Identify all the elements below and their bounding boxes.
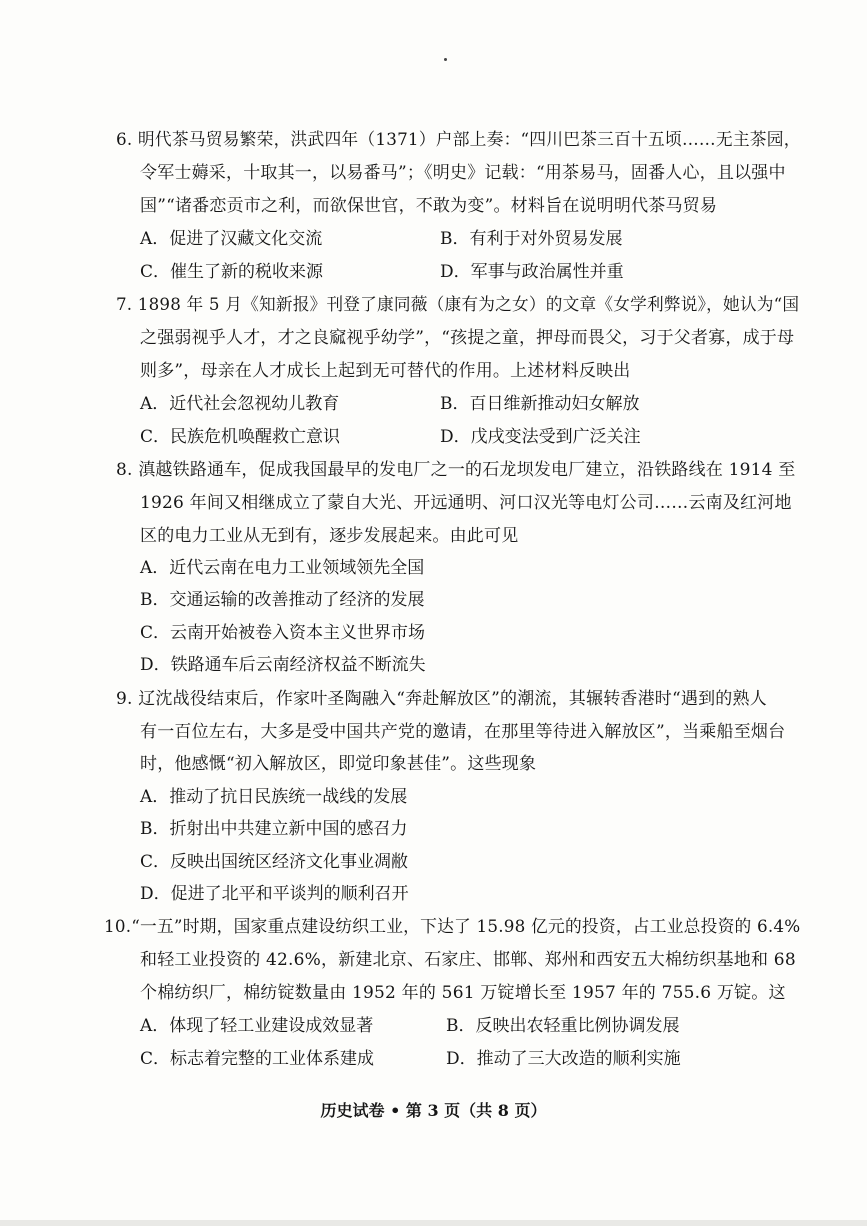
question-10-option-b: B．反映出农轻重比例协调发展 <box>446 1016 680 1036</box>
question-9-option-a: A．推动了抗日民族统一战线的发展 <box>140 787 408 807</box>
question-9-option-d: D．促进了北平和平谈判的顺利召开 <box>140 884 409 904</box>
question-7-line-1: 7. 1898 年 5 月《知新报》刊登了康同薇（康有为之女）的文章《女学利弊说》，她认为“国 <box>116 295 800 315</box>
question-10-option-c: C．标志着完整的工业体系建成 <box>140 1049 375 1069</box>
page-footer: 历史试卷 • 第 3 页（共 8 页） <box>320 1101 547 1120</box>
question-9-line-1: 9. 辽沈战役结束后，作家叶圣陶融入“奔赴解放区”的潮流，其辗转香港时“遇到的熟人 <box>116 689 767 709</box>
question-6-line-1: 6. 明代茶马贸易繁荣，洪武四年（1371）户部上奏：“四川巴茶三百十五顷……无主茶园， <box>116 130 801 150</box>
question-6-option-c: C．催生了新的税收来源 <box>140 262 324 282</box>
question-9-option-b: B．折射出中共建立新中国的感召力 <box>140 819 408 839</box>
question-7-option-b: B．百日维新推动妇女解放 <box>440 394 640 414</box>
question-10-option-a: A．体现了轻工业建设成效显著 <box>140 1016 374 1036</box>
question-9-option-c: C．反映出国统区经济文化事业凋敝 <box>140 852 409 872</box>
question-6-line-3: 国”“诸番恋贡市之利，而欲保世官，不敢为变”。材料旨在说明明代茶马贸易 <box>140 196 718 216</box>
question-7-line-3: 则多”，母亲在人才成长上起到无可替代的作用。上述材料反映出 <box>140 361 631 381</box>
question-6-option-b: B．有利于对外贸易发展 <box>440 229 623 249</box>
question-8-line-1: 8. 滇越铁路通车，促成我国最早的发电厂之一的石龙坝发电厂建立，沿铁路线在 1914 至 <box>116 460 796 480</box>
question-8-line-2: 1926 年间又相继成立了蒙自大光、开远通明、河口汉光等电灯公司……云南及红河地 <box>140 493 792 513</box>
question-6-line-2: 令军士薅采，十取其一，以易番马”；《明史》记载：“用茶易马，固番人心，且以强中 <box>140 163 786 183</box>
question-8-option-a: A．近代云南在电力工业领域领先全国 <box>140 558 425 578</box>
question-10-line-1: 10.“一五”时期，国家重点建设纺织工业，下达了 15.98 亿元的投资，占工业总投资的 6.4% <box>104 917 801 937</box>
question-10-option-d: D．推动了三大改造的顺利实施 <box>446 1049 681 1069</box>
question-7-option-d: D．戊戌变法受到广泛关注 <box>440 427 641 447</box>
question-9-line-3: 时，他感慨“初入解放区，即觉印象甚佳”。这些现象 <box>140 754 537 774</box>
question-10-line-3: 个棉纺织厂，棉纺锭数量由 1952 年的 561 万锭增长至 1957 年的 755.6 万锭。这 <box>140 983 786 1003</box>
question-8-line-3: 区的电力工业从无到有，逐步发展起来。由此可见 <box>140 526 519 546</box>
question-8-option-c: C．云南开始被卷入资本主义世界市场 <box>140 623 426 643</box>
question-6-option-d: D．军事与政治属性并重 <box>440 262 624 282</box>
question-10-line-2: 和轻工业投资的 42.6%，新建北京、石家庄、邯郸、郑州和西安五大棉纺织基地和 68 <box>140 950 796 970</box>
question-8-option-b: B．交通运输的改善推动了经济的发展 <box>140 590 425 610</box>
question-9-line-2: 有一百位左右，大多是受中国共产党的邀请，在那里等待进入解放区”，当乘船至烟台 <box>140 722 786 742</box>
question-6-option-a: A．促进了汉藏文化交流 <box>140 229 323 249</box>
question-7-line-2: 之强弱视乎人才，才之良窳视乎幼学”，“孩提之童，押母而畏父，习于父者寡，成于母 <box>140 328 795 348</box>
question-8-option-d: D．铁路通车后云南经济权益不断流失 <box>140 655 426 675</box>
question-7-option-a: A．近代社会忽视幼儿教育 <box>140 394 340 414</box>
scan-bottom-edge <box>0 1220 867 1226</box>
top-mark <box>444 58 447 61</box>
question-7-option-c: C．民族危机唤醒救亡意识 <box>140 427 341 447</box>
